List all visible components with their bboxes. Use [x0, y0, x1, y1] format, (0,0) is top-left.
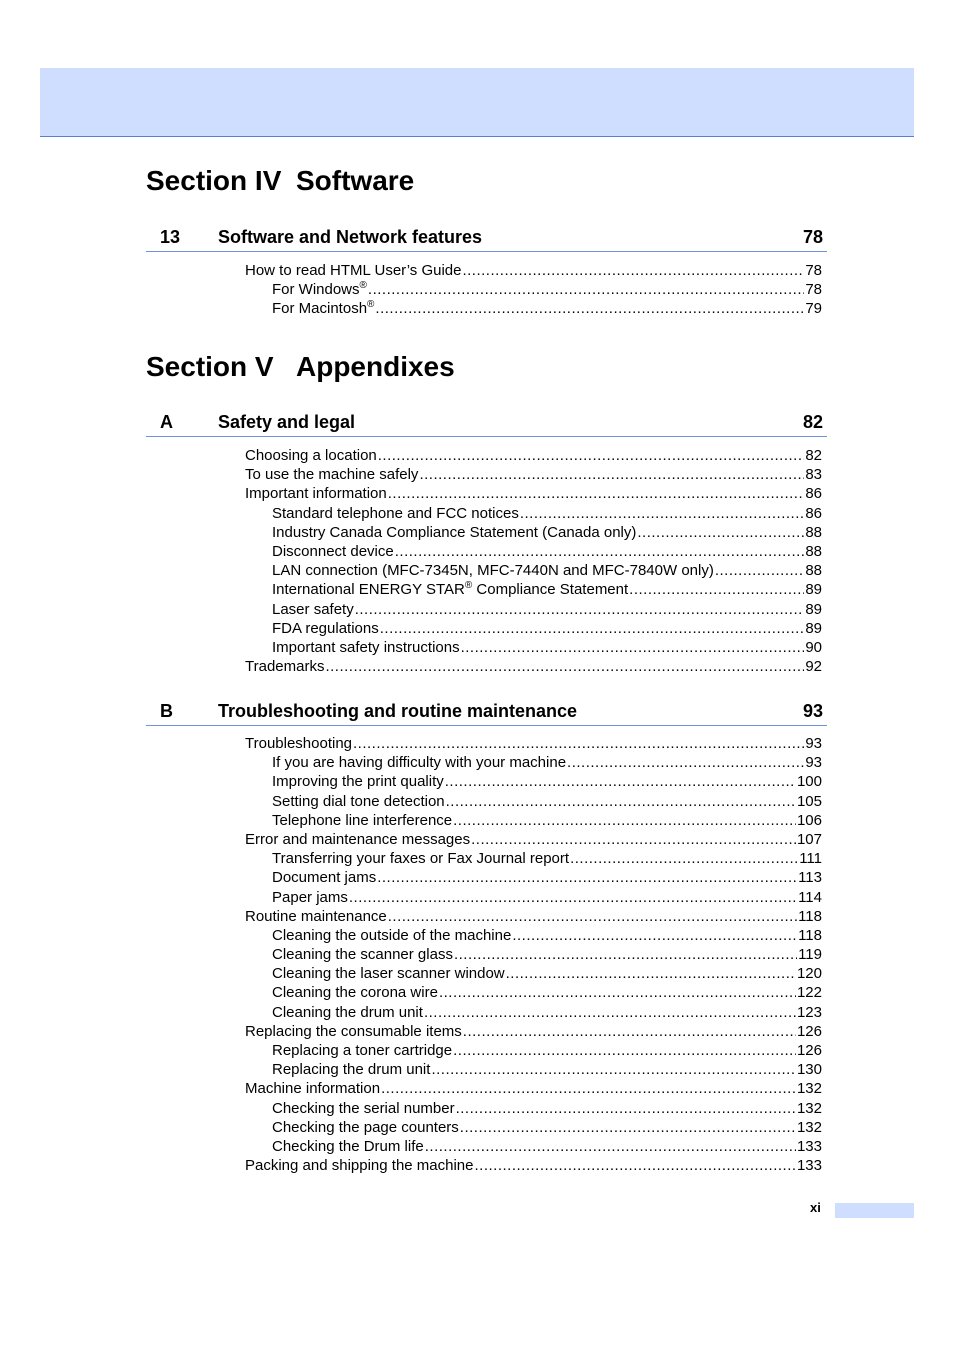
toc-entry-label: Transferring your faxes or Fax Journal report	[272, 850, 570, 868]
toc-entry-page: 105	[796, 792, 822, 810]
dot-leader	[349, 888, 797, 907]
dot-leader	[381, 1079, 796, 1098]
dot-leader	[378, 446, 805, 465]
toc-entry-label: Laser safety	[272, 600, 354, 618]
toc-entry-label: Document jams	[272, 869, 377, 887]
dot-leader	[460, 1118, 796, 1137]
toc-entry[interactable]	[245, 1060, 822, 1079]
toc-entry[interactable]	[245, 504, 822, 523]
toc-entry[interactable]	[245, 484, 822, 503]
dot-leader	[520, 504, 804, 523]
toc-entry[interactable]	[245, 964, 822, 983]
toc-entry[interactable]	[245, 830, 822, 849]
toc-entry-label: Replacing the consumable items	[245, 1022, 462, 1040]
chapter-heading-a[interactable]	[146, 412, 827, 437]
toc-entry-page: 130	[796, 1061, 822, 1079]
toc-entry-page: 100	[796, 773, 822, 791]
toc-entry-page: 118	[798, 907, 822, 925]
dot-leader	[463, 1022, 796, 1041]
section-name: Software	[296, 165, 415, 196]
toc-entry-label: Paper jams	[272, 888, 348, 906]
toc-entry-page: 107	[796, 830, 822, 848]
toc-entry-label: Replacing the drum unit	[272, 1061, 431, 1079]
dot-leader	[325, 657, 804, 676]
toc-entry-page: 78	[805, 262, 822, 279]
toc-entry-label: Checking the Drum life	[272, 1137, 424, 1155]
toc-entry[interactable]	[245, 580, 822, 599]
dot-leader	[454, 945, 797, 964]
toc-entry-page: 93	[805, 754, 822, 772]
registered-mark: ®	[367, 299, 375, 311]
toc-entry-label: Disconnect device	[272, 542, 394, 560]
dot-leader	[461, 638, 805, 657]
toc-entry[interactable]	[245, 542, 822, 561]
dot-leader	[446, 792, 796, 811]
toc-entry-page: 92	[805, 658, 822, 676]
dot-leader	[637, 523, 804, 542]
toc-entry-label: Packing and shipping the machine	[245, 1157, 474, 1175]
dot-leader	[355, 600, 805, 619]
toc-entry-label: Error and maintenance messages	[245, 830, 471, 848]
toc-entry-page: 78	[805, 281, 822, 299]
toc-entry[interactable]	[245, 945, 822, 964]
chapter-heading-13[interactable]	[146, 227, 827, 252]
toc-entry-page: 93	[805, 735, 822, 752]
footer-tab	[835, 1203, 914, 1218]
toc-entry-page: 90	[805, 638, 822, 656]
dot-leader	[512, 926, 797, 945]
toc-entry-label: Choosing a location	[245, 447, 377, 464]
dot-leader	[353, 734, 804, 753]
toc-entry-label: For Windows®	[272, 280, 367, 299]
toc-entry-page: 132	[796, 1118, 822, 1136]
toc-entry-page: 133	[796, 1157, 822, 1175]
toc-entry-label: How to read HTML User’s Guide	[245, 262, 462, 279]
toc-entry-page: 106	[796, 811, 822, 829]
dot-leader	[471, 830, 796, 849]
dot-leader	[395, 542, 805, 561]
section-number: Section V	[146, 351, 274, 382]
toc-entry[interactable]	[245, 811, 822, 830]
chapter-number: A	[160, 412, 173, 432]
dot-leader	[456, 1099, 796, 1118]
section-number: Section IV	[146, 165, 282, 196]
toc-entry-page: 88	[805, 523, 822, 541]
dot-leader	[567, 753, 804, 772]
toc-entry[interactable]	[245, 619, 822, 638]
chapter-number: B	[160, 701, 173, 721]
toc-entry-label: Improving the print quality	[272, 773, 444, 791]
dot-leader	[506, 964, 796, 983]
toc-entry-label: Important safety instructions	[272, 638, 460, 656]
toc-entry-page: 126	[796, 1022, 822, 1040]
toc-entry-page: 86	[805, 485, 822, 503]
registered-mark: ®	[359, 280, 367, 292]
chapter-page: 93	[802, 701, 823, 721]
dot-leader	[453, 1041, 796, 1060]
toc-list-chapter-a	[245, 446, 822, 676]
toc-list-chapter-13	[245, 261, 822, 319]
chapter-title: Software and Network features	[218, 227, 483, 247]
toc-entry-label: If you are having difficulty with your machine	[272, 754, 567, 772]
toc-entry-page: 120	[796, 965, 822, 983]
dot-leader	[388, 907, 797, 926]
toc-entry-label: Cleaning the drum unit	[272, 1003, 423, 1021]
toc-entry-label: To use the machine safely	[245, 466, 419, 484]
toc-entry[interactable]	[245, 299, 822, 318]
toc-entry[interactable]	[245, 261, 822, 280]
dot-leader	[439, 983, 796, 1002]
toc-entry[interactable]	[245, 1079, 822, 1098]
toc-entry[interactable]	[245, 446, 822, 465]
toc-entry[interactable]	[245, 1137, 822, 1156]
dot-leader	[445, 772, 796, 791]
toc-entry-page: 88	[805, 562, 822, 580]
dot-leader	[377, 868, 797, 887]
toc-entry-page: 89	[805, 581, 822, 599]
toc-entry-page: 89	[805, 619, 822, 637]
chapter-number: 13	[160, 227, 181, 247]
toc-entry-page: 132	[796, 1080, 822, 1098]
page-number: xi	[810, 1200, 821, 1215]
toc-entry-page: 86	[805, 504, 822, 522]
toc-entry-page: 111	[799, 850, 822, 868]
toc-entry[interactable]	[245, 280, 822, 299]
toc-entry-label: Standard telephone and FCC notices	[272, 504, 519, 522]
toc-entry[interactable]	[245, 983, 822, 1002]
toc-entry-label: Setting dial tone detection	[272, 792, 445, 810]
registered-mark: ®	[464, 580, 473, 592]
dot-leader	[368, 280, 804, 299]
toc-entry-label: Cleaning the laser scanner window	[272, 965, 505, 983]
toc-entry-page: 118	[798, 926, 822, 944]
toc-entry[interactable]	[245, 1003, 822, 1022]
toc-entry[interactable]	[245, 868, 822, 887]
toc-entry-label: FDA regulations	[272, 619, 379, 637]
toc-entry-page: 88	[805, 542, 822, 560]
toc-entry[interactable]	[245, 1099, 822, 1118]
toc-entry-label: Checking the serial number	[272, 1099, 455, 1117]
toc-entry-page: 122	[796, 984, 822, 1002]
toc-entry-label: Cleaning the outside of the machine	[272, 926, 512, 944]
toc-entry[interactable]	[245, 772, 822, 791]
dot-leader	[570, 849, 798, 868]
chapter-page: 78	[802, 227, 823, 247]
toc-entry-label: Important information	[245, 485, 387, 503]
dot-leader	[424, 1003, 796, 1022]
toc-entry-label: International ENERGY STAR® Compliance Statement	[272, 580, 629, 599]
toc-entry-page: 133	[796, 1137, 822, 1155]
toc-entry-page: 114	[798, 888, 822, 906]
section-title-v	[146, 351, 455, 383]
toc-list-chapter-b	[245, 734, 822, 1175]
section-title-iv	[146, 165, 414, 197]
toc-entry[interactable]	[245, 1156, 822, 1175]
dot-leader	[431, 1060, 796, 1079]
toc-entry-page: 119	[798, 946, 822, 964]
toc-entry-label: Trademarks	[245, 658, 325, 676]
toc-entry-page: 132	[796, 1099, 822, 1117]
toc-entry[interactable]	[245, 465, 822, 484]
toc-entry-label: Replacing a toner cartridge	[272, 1042, 453, 1059]
toc-entry-page: 82	[805, 447, 822, 464]
header-band	[40, 68, 914, 137]
toc-entry[interactable]	[245, 657, 822, 676]
dot-leader	[453, 811, 796, 830]
chapter-title: Safety and legal	[218, 412, 356, 432]
toc-entry[interactable]	[245, 523, 822, 542]
toc-entry-label: Troubleshooting	[245, 735, 353, 752]
dot-leader	[380, 619, 805, 638]
chapter-page: 82	[802, 412, 823, 432]
dot-leader	[419, 465, 804, 484]
toc-entry[interactable]	[245, 561, 822, 580]
dot-leader	[388, 484, 805, 503]
toc-entry[interactable]	[245, 734, 822, 753]
toc-entry[interactable]	[245, 888, 822, 907]
toc-entry[interactable]	[245, 753, 822, 772]
toc-entry[interactable]	[245, 1041, 822, 1060]
toc-entry[interactable]	[245, 1022, 822, 1041]
dot-leader	[475, 1156, 796, 1175]
dot-leader	[715, 561, 804, 580]
toc-entry[interactable]	[245, 907, 822, 926]
toc-entry-label: Industry Canada Compliance Statement (Canada only)	[272, 523, 637, 541]
dot-leader	[375, 299, 804, 318]
chapter-heading-b[interactable]	[146, 701, 827, 726]
dot-leader	[425, 1137, 796, 1156]
chapter-title: Troubleshooting and routine maintenance	[218, 701, 578, 721]
toc-entry-label: Cleaning the scanner glass	[272, 946, 453, 964]
toc-entry-label: For Macintosh®	[272, 299, 375, 318]
toc-entry-page: 89	[805, 600, 822, 618]
toc-entry-page: 79	[805, 300, 822, 318]
toc-entry[interactable]	[245, 600, 822, 619]
toc-entry[interactable]	[245, 849, 822, 868]
toc-entry-page: 83	[805, 466, 822, 484]
section-name: Appendixes	[296, 351, 455, 382]
toc-entry-page: 113	[798, 869, 822, 887]
toc-entry-label: Routine maintenance	[245, 907, 387, 925]
toc-entry-page: 123	[796, 1003, 822, 1021]
toc-entry-label: LAN connection (MFC-7345N, MFC-7440N and MFC-7840W only)	[272, 562, 714, 580]
dot-leader	[462, 261, 804, 280]
toc-entry[interactable]	[245, 638, 822, 657]
toc-entry[interactable]	[245, 1118, 822, 1137]
toc-entry[interactable]	[245, 792, 822, 811]
toc-entry-label: Checking the page counters	[272, 1118, 459, 1136]
toc-entry-label: Cleaning the corona wire	[272, 984, 438, 1002]
toc-entry-page: 126	[796, 1042, 822, 1059]
toc-entry[interactable]	[245, 926, 822, 945]
dot-leader	[629, 580, 804, 599]
toc-entry-label: Machine information	[245, 1080, 381, 1098]
toc-entry-label: Telephone line interference	[272, 811, 453, 829]
